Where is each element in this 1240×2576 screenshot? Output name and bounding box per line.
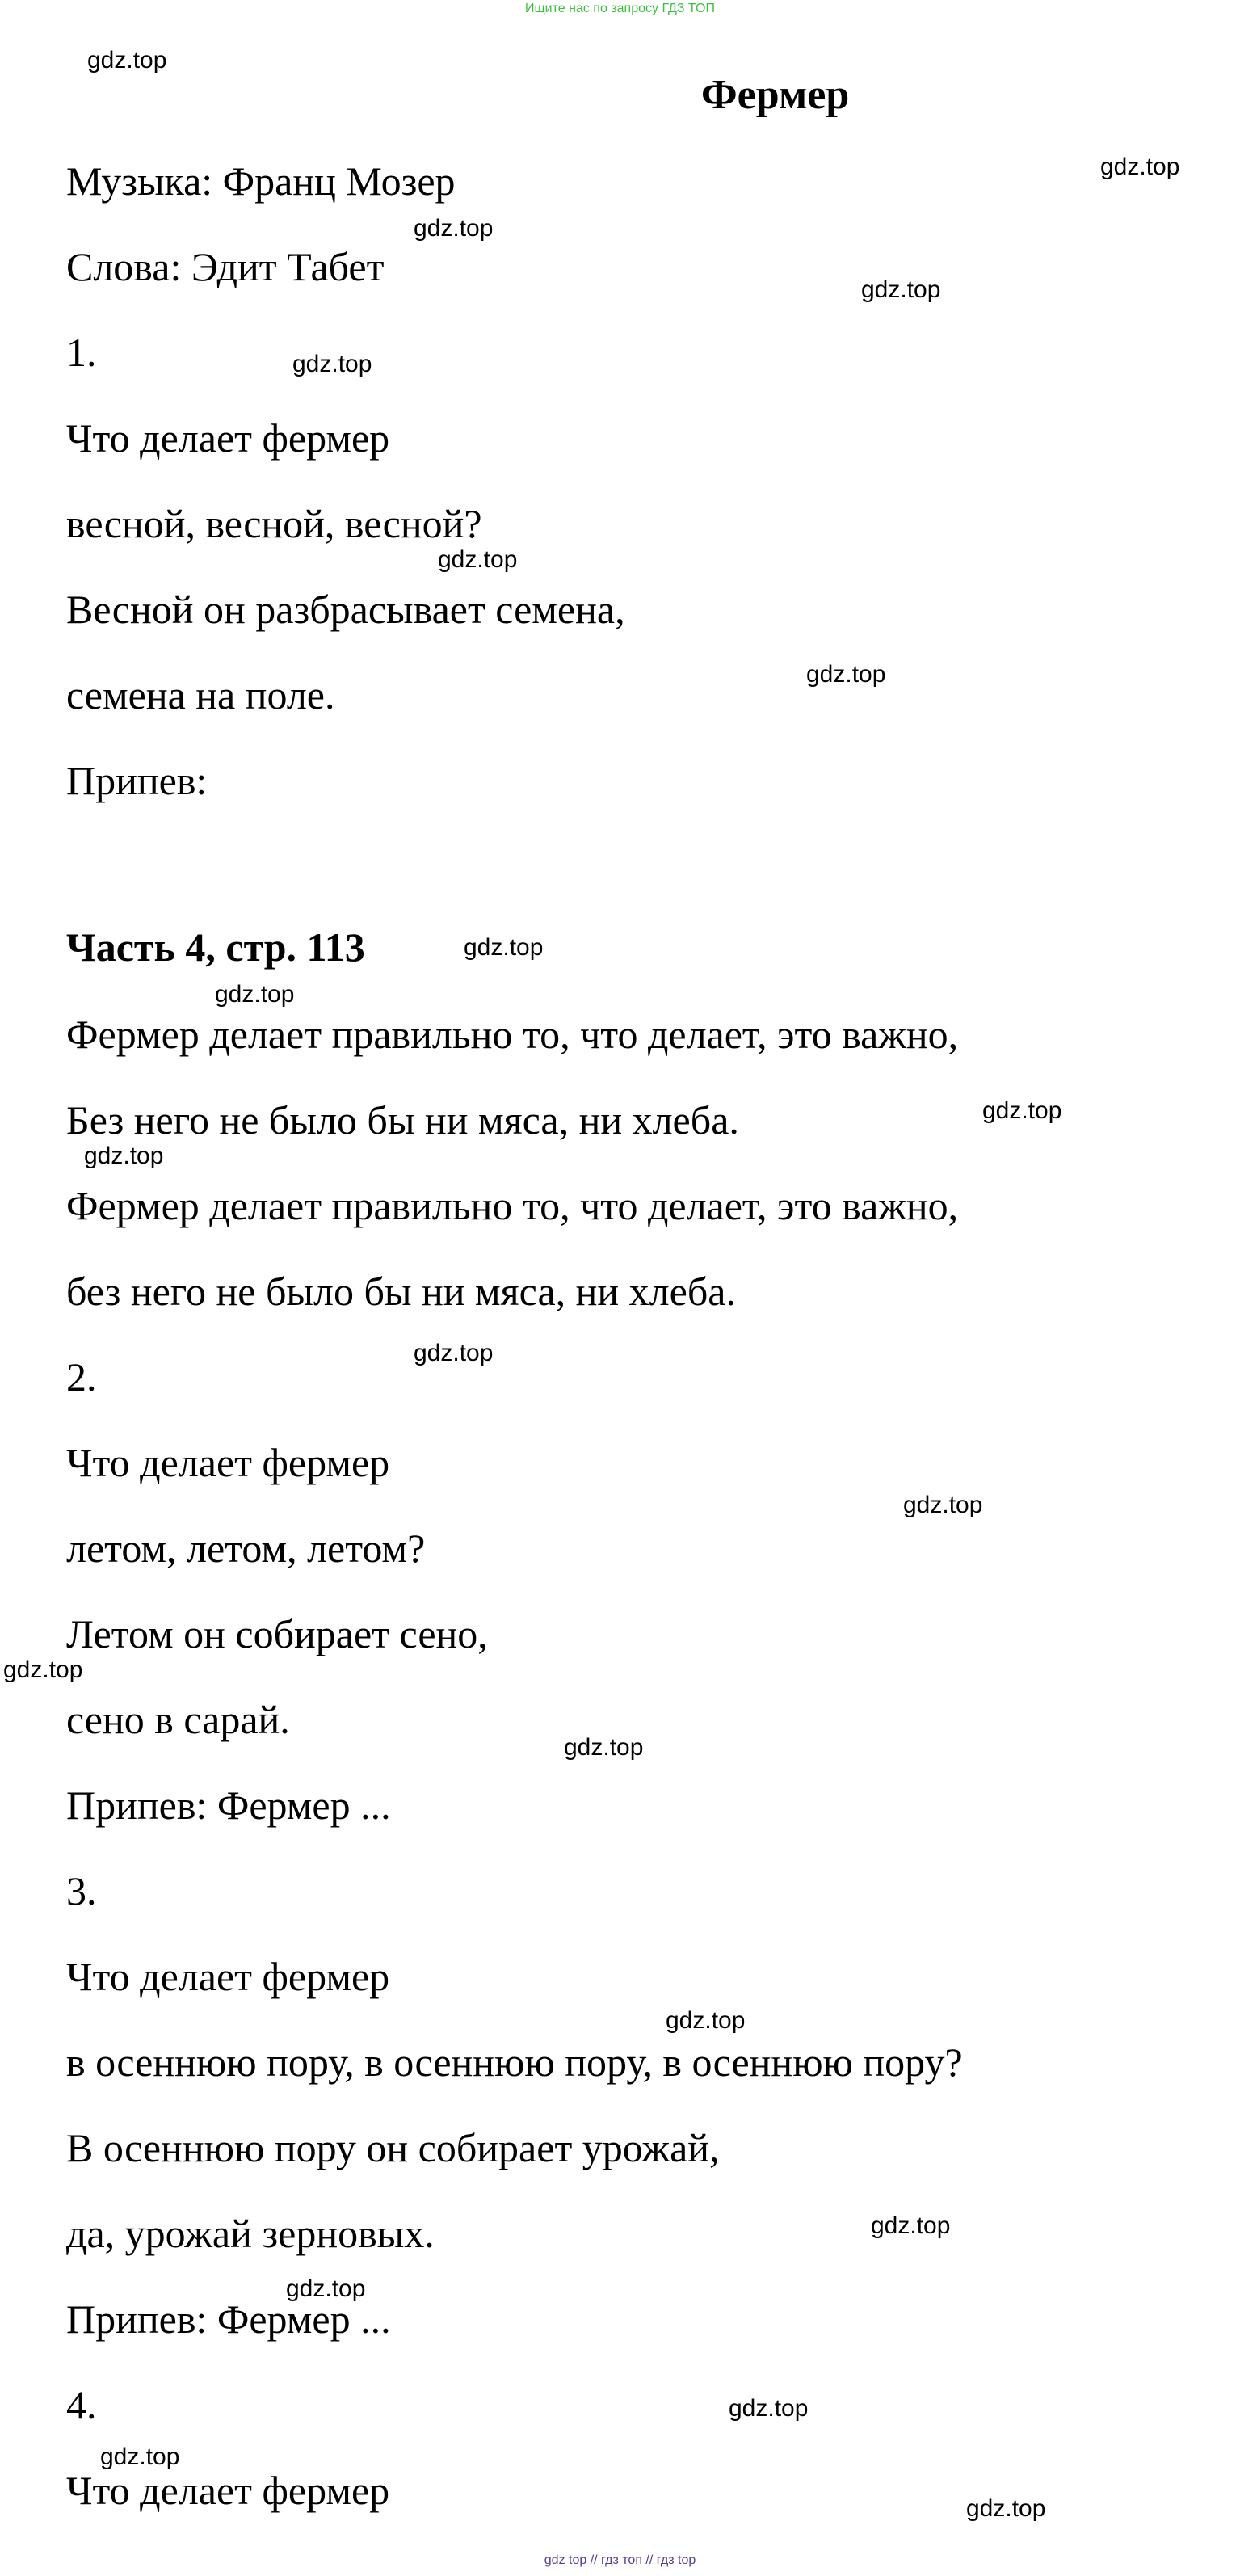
verse-1-chorus: Припев: — [66, 758, 208, 803]
verse-2-line-4: сено в сарай. — [66, 1697, 290, 1742]
section-heading: Часть 4, стр. 113 — [66, 924, 365, 970]
watermark: gdz.top — [215, 981, 295, 1008]
watermark: gdz.top — [564, 1734, 644, 1761]
verse-1-number: 1. — [66, 330, 97, 375]
verse-1-line-2: весной, весной, весной? — [66, 501, 482, 546]
credits-music: Музыка: Франц Мозер — [66, 158, 456, 204]
watermark: gdz.top — [84, 1143, 164, 1169]
verse-2-line-2: летом, летом, летом? — [66, 1526, 426, 1571]
watermark: gdz.top — [438, 546, 518, 573]
watermark: gdz.top — [286, 2275, 366, 2302]
title-wrap — [0, 71, 1240, 128]
verse-3-chorus: Припев: Фермер ... — [66, 2296, 391, 2342]
watermark: gdz.top — [903, 1492, 983, 1518]
watermark: gdz.top — [966, 2495, 1046, 2522]
verse-3-number: 3. — [66, 1868, 97, 1913]
verse-1-line-1: Что делает фермер — [66, 415, 390, 461]
refrain-line-2: Без него не было бы ни мяса, ни хлеба. — [66, 1097, 739, 1143]
watermark: gdz.top — [87, 47, 167, 74]
verse-1-line-3: Весной он разбрасывает семена, — [66, 587, 625, 632]
verse-4-number: 4. — [66, 2382, 97, 2427]
verse-2-number: 2. — [66, 1354, 97, 1400]
verse-3-line-1: Что делает фермер — [66, 1954, 390, 1999]
verse-2-line-3: Летом он собирает сено, — [66, 1611, 488, 1656]
top-banner: Ищите нас по запросу ГДЗ ТОП — [525, 2, 715, 15]
refrain-line-3: Фермер делает правильно то, что делает, это важно, — [66, 1183, 959, 1228]
watermark: gdz.top — [100, 2443, 180, 2470]
watermark: gdz.top — [292, 351, 372, 377]
watermark: gdz.top — [806, 661, 886, 688]
refrain-line-1: Фермер делает правильно то, что делает, это важно, — [66, 1012, 959, 1057]
watermark: gdz.top — [414, 1340, 494, 1366]
verse-3-line-4: да, урожай зерновых. — [66, 2211, 435, 2256]
footer-watermark: gdz top // гдз топ // гдз top — [544, 2553, 696, 2567]
verse-3-line-3: В осеннюю пору он собирает урожай, — [66, 2125, 720, 2170]
verse-3-line-2: в осеннюю пору, в осеннюю пору, в осеннюю пору? — [66, 2039, 963, 2085]
watermark: gdz.top — [729, 2395, 809, 2422]
page-title: Фермер — [701, 72, 850, 118]
verse-2-line-1: Что делает фермер — [66, 1440, 390, 1485]
watermark: gdz.top — [464, 934, 544, 961]
watermark: gdz.top — [871, 2212, 951, 2239]
verse-4-line-1: Что делает фермер — [66, 2468, 390, 2513]
verse-2-chorus: Припев: Фермер ... — [66, 1783, 391, 1828]
watermark: gdz.top — [1100, 154, 1180, 180]
refrain-line-4: без него не было бы ни мяса, ни хлеба. — [66, 1269, 736, 1314]
watermark: gdz.top — [3, 1656, 83, 1683]
verse-1-line-4: семена на поле. — [66, 672, 335, 718]
watermark: gdz.top — [982, 1097, 1062, 1124]
watermark: gdz.top — [861, 276, 941, 303]
credits-words: Слова: Эдит Табет — [66, 244, 385, 289]
watermark: gdz.top — [414, 215, 494, 242]
watermark: gdz.top — [666, 2007, 746, 2034]
